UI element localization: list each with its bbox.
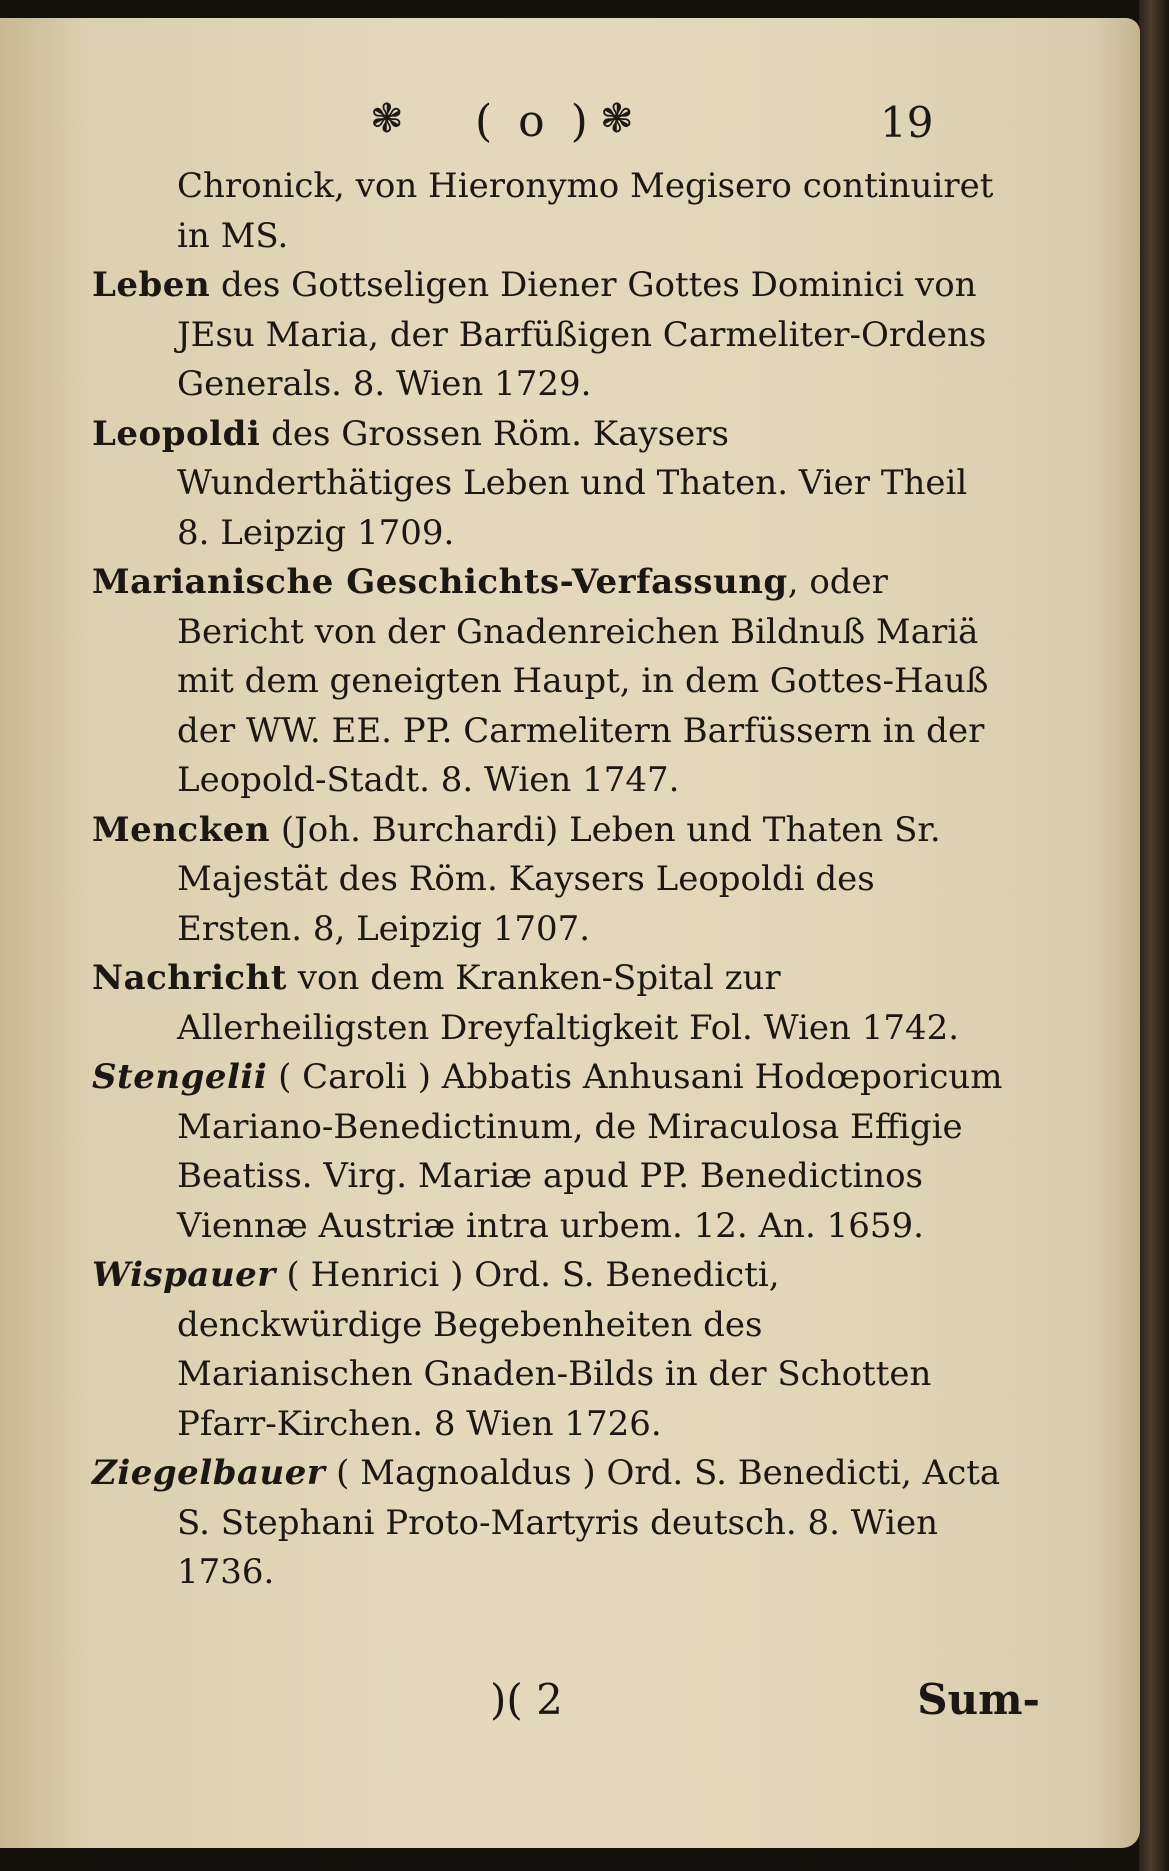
page-number: 19 bbox=[880, 98, 934, 147]
ornament-right-icon: ❃ bbox=[600, 96, 634, 142]
book-edge bbox=[1139, 0, 1169, 1871]
list-item bbox=[92, 558, 1007, 806]
list-item bbox=[92, 1449, 1007, 1598]
entry-text: ( Caroli ) Abbatis Anhusani Hodœporicum Mariano-Benedictinum, de Miraculosa Effigie Beatiss. Virg. Mariæ apud PP. Benedictinos Viennæ Austriæ intra urbem. 12. An. 1659. bbox=[177, 1057, 1003, 1246]
ornament-left-icon: ❃ bbox=[370, 96, 404, 142]
list-item bbox=[92, 162, 1007, 261]
entry-text: ( Henrici ) Ord. S. Benedicti, denckwürdige Begebenheiten des Marianischen Gnaden-Bilds in der Schotten Pfarr-Kirchen. 8 Wien 1726. bbox=[177, 1255, 932, 1444]
entry-lemma: Wispauer bbox=[92, 1255, 276, 1295]
list-item bbox=[92, 1053, 1007, 1251]
catchword: Sum- bbox=[917, 1675, 1040, 1724]
entry-lemma: Mencken bbox=[92, 809, 271, 850]
list-item bbox=[92, 806, 1007, 955]
entry-text: von dem Kranken-Spital zur Allerheiligsten Dreyfaltigkeit Fol. Wien 1742. bbox=[177, 958, 960, 1048]
entry-lemma: Nachricht bbox=[92, 958, 287, 998]
entry-text: (Joh. Burchardi) Leben und Thaten Sr. Majestät des Röm. Kaysers Leopoldi des Ersten. 8, Leipzig 1707. bbox=[177, 809, 941, 949]
signature-mark: ( o ) bbox=[475, 96, 594, 147]
entry-text: , oder Bericht von der Gnadenreichen Bildnuß Mariä mit dem geneigten Haupt, in dem Gottes-Hauß der WW. EE. PP. Carmelitern Barfüssern in der Leopold-Stadt. 8. Wien 1747. bbox=[177, 562, 989, 800]
entry-text: ( Magnoaldus ) Ord. S. Benedicti, Acta S. Stephani Proto-Martyris deutsch. 8. Wien 1736. bbox=[177, 1453, 1001, 1592]
signature-mark: )( 2 bbox=[490, 1675, 563, 1724]
entry-text: des Gottseligen Diener Gottes Dominici von JEsu Maria, der Barfüßigen Carmeliter-Ordens Generals. 8. Wien 1729. bbox=[177, 265, 987, 404]
entry-lemma: Marianische Geschichts-Verfassung bbox=[92, 562, 788, 602]
list-item bbox=[92, 954, 1007, 1053]
entry-lemma: Ziegelbauer bbox=[92, 1453, 326, 1493]
list-item bbox=[92, 261, 1007, 410]
list-item bbox=[92, 410, 1007, 559]
entry-text: des Grossen Röm. Kaysers Wunderthätiges Leben und Thaten. Vier Theil 8. Leipzig 1709. bbox=[177, 413, 968, 553]
entry-lemma: Leopoldi bbox=[92, 413, 261, 454]
entry-text: Chronick, von Hieronymo Megisero continuiret in MS. bbox=[177, 166, 994, 256]
entry-lemma: Stengelii bbox=[92, 1057, 268, 1097]
entry-lemma: Leben bbox=[92, 265, 211, 305]
page-header bbox=[360, 92, 940, 162]
page-footer bbox=[480, 1675, 1040, 1735]
bibliography-list bbox=[92, 162, 1007, 1598]
list-item bbox=[92, 1251, 1007, 1449]
